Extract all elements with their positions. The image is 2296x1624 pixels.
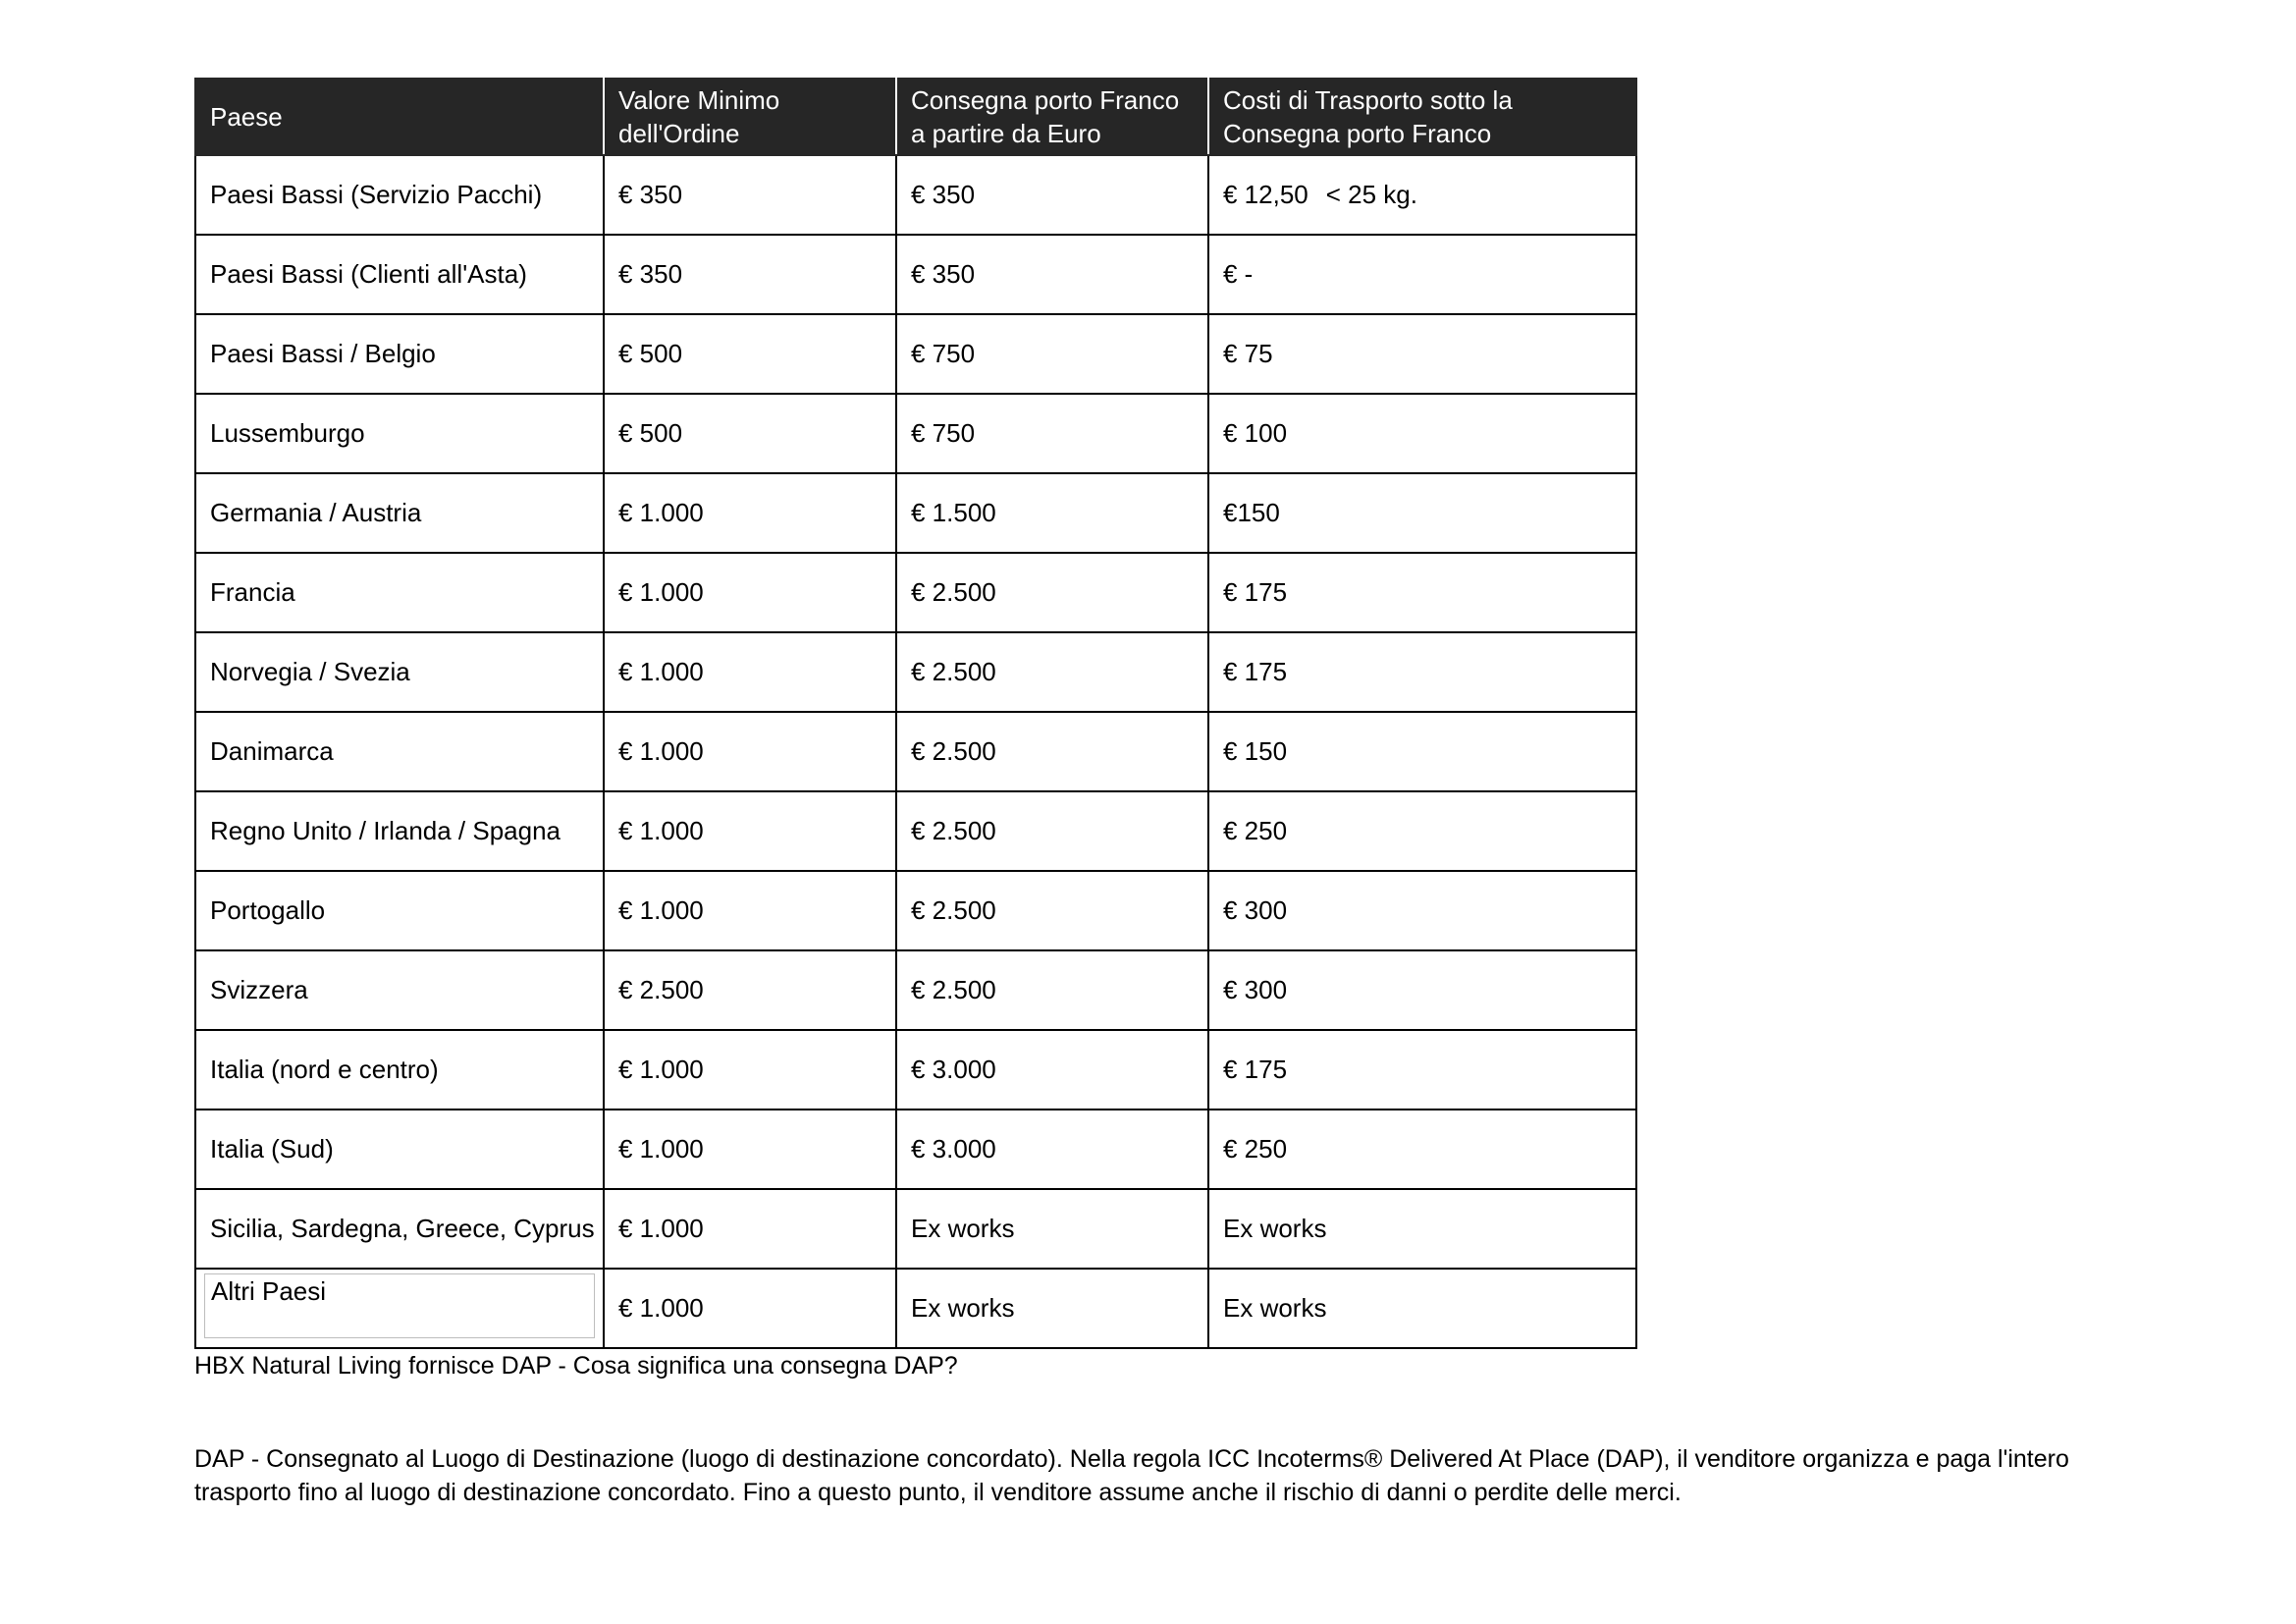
cell-free-from: € 350 [896, 155, 1208, 235]
paragraph-line-2: trasporto fino al luogo di destinazione concordato. Fino a questo punto, il venditore assume anche il rischio di danni o perdite delle merci. [194, 1479, 1682, 1506]
cell-free-from: € 2.500 [896, 871, 1208, 950]
table-row [195, 871, 1636, 950]
cell-cost: Ex works [1208, 1189, 1636, 1269]
header-costi-line-1: Costi di Trasporto sotto la [1223, 85, 1513, 115]
cell-cost: € 150 [1208, 712, 1636, 791]
text-box [204, 1273, 595, 1338]
cell-country: Paesi Bassi (Clienti all'Asta) [195, 235, 604, 314]
header-paese-line-1: Paese [210, 102, 283, 132]
header-consegna-porto-franco [896, 79, 1208, 155]
cell-min-order: € 350 [604, 235, 896, 314]
table-row [195, 1189, 1636, 1269]
table-row [195, 314, 1636, 394]
cell-cost-note: < 25 kg. [1325, 180, 1417, 209]
table-row [195, 553, 1636, 632]
cell-min-order: € 500 [604, 394, 896, 473]
cell-min-order: € 1.000 [604, 1110, 896, 1189]
cell-free-from: € 2.500 [896, 553, 1208, 632]
cell-min-order: € 1.000 [604, 1189, 896, 1269]
cell-country: Italia (nord e centro) [195, 1030, 604, 1110]
cell-min-order: € 1.000 [604, 871, 896, 950]
cell-cost: € 250 [1208, 1110, 1636, 1189]
cell-free-from: Ex works [896, 1269, 1208, 1348]
header-consegna-line-2: a partire da Euro [911, 119, 1101, 148]
table-row [195, 473, 1636, 553]
cell-min-order: € 1.000 [604, 791, 896, 871]
dap-explanation-paragraph [194, 1442, 2118, 1509]
cell-cost: € 300 [1208, 950, 1636, 1030]
cell-country: Paesi Bassi (Servizio Pacchi) [195, 155, 604, 235]
cell-min-order: € 350 [604, 155, 896, 235]
cell-country: Italia (Sud) [195, 1110, 604, 1189]
table-row [195, 791, 1636, 871]
cell-min-order: € 1.000 [604, 1269, 896, 1348]
cell-min-order: € 1.000 [604, 473, 896, 553]
paragraph-line-1: DAP - Consegnato al Luogo di Destinazione (luogo di destinazione concordato). Nella regola ICC Incoterms® Delivered At Place (DAP), il venditore organizza e paga l'intero [194, 1445, 2069, 1473]
table-row [195, 950, 1636, 1030]
cell-country: Svizzera [195, 950, 604, 1030]
header-valore-minimo [604, 79, 896, 155]
header-valore-minimo-line-2: dell'Ordine [618, 119, 740, 148]
table-row [195, 712, 1636, 791]
header-costi-line-2: Consegna porto Franco [1223, 119, 1492, 148]
cell-free-from: € 2.500 [896, 712, 1208, 791]
cell-free-from: € 3.000 [896, 1110, 1208, 1189]
cell-min-order: € 1.000 [604, 553, 896, 632]
cell-cost: € 175 [1208, 553, 1636, 632]
shipping-rates-table [194, 78, 1637, 1349]
cell-country: Portogallo [195, 871, 604, 950]
cell-min-order: € 1.000 [604, 1030, 896, 1110]
cell-country [195, 1269, 604, 1348]
table-row [195, 1030, 1636, 1110]
header-valore-minimo-line-1: Valore Minimo [618, 85, 780, 115]
cell-cost: € 175 [1208, 632, 1636, 712]
cell-free-from: € 350 [896, 235, 1208, 314]
cell-free-from: € 750 [896, 394, 1208, 473]
cell-cost: € 300 [1208, 871, 1636, 950]
cell-country: Sicilia, Sardegna, Greece, Cyprus [195, 1189, 604, 1269]
cell-free-from: € 3.000 [896, 1030, 1208, 1110]
table-row [195, 235, 1636, 314]
cell-min-order: € 1.000 [604, 712, 896, 791]
cell-free-from: € 2.500 [896, 950, 1208, 1030]
cell-country: Germania / Austria [195, 473, 604, 553]
cell-cost: € 175 [1208, 1030, 1636, 1110]
cell-free-from: € 2.500 [896, 791, 1208, 871]
table-header-row [195, 79, 1636, 155]
cell-cost: Ex works [1208, 1269, 1636, 1348]
cell-cost: €150 [1208, 473, 1636, 553]
cell-country: Regno Unito / Irlanda / Spagna [195, 791, 604, 871]
table-row [195, 1110, 1636, 1189]
cell-min-order: € 500 [604, 314, 896, 394]
cell-cost: € 100 [1208, 394, 1636, 473]
cell-country: Danimarca [195, 712, 604, 791]
cell-country-text: Altri Paesi [211, 1276, 327, 1306]
table-row [195, 155, 1636, 235]
dap-caption: HBX Natural Living fornisce DAP - Cosa significa una consegna DAP? [194, 1352, 958, 1380]
header-paese [195, 79, 604, 155]
cell-cost: € 75 [1208, 314, 1636, 394]
cell-free-from: € 2.500 [896, 632, 1208, 712]
cell-cost: € - [1208, 235, 1636, 314]
cell-country: Paesi Bassi / Belgio [195, 314, 604, 394]
cell-free-from: Ex works [896, 1189, 1208, 1269]
cell-country: Norvegia / Svezia [195, 632, 604, 712]
cell-free-from: € 1.500 [896, 473, 1208, 553]
table-row [195, 632, 1636, 712]
cell-cost [1208, 155, 1636, 235]
table-row [195, 394, 1636, 473]
table-row [195, 1269, 1636, 1348]
cell-country: Lussemburgo [195, 394, 604, 473]
cell-free-from: € 750 [896, 314, 1208, 394]
header-costi-trasporto [1208, 79, 1636, 155]
cell-cost: € 250 [1208, 791, 1636, 871]
cell-min-order: € 2.500 [604, 950, 896, 1030]
cell-country: Francia [195, 553, 604, 632]
cell-min-order: € 1.000 [604, 632, 896, 712]
header-consegna-line-1: Consegna porto Franco [911, 85, 1180, 115]
cell-cost-value: € 12,50 [1223, 180, 1308, 209]
